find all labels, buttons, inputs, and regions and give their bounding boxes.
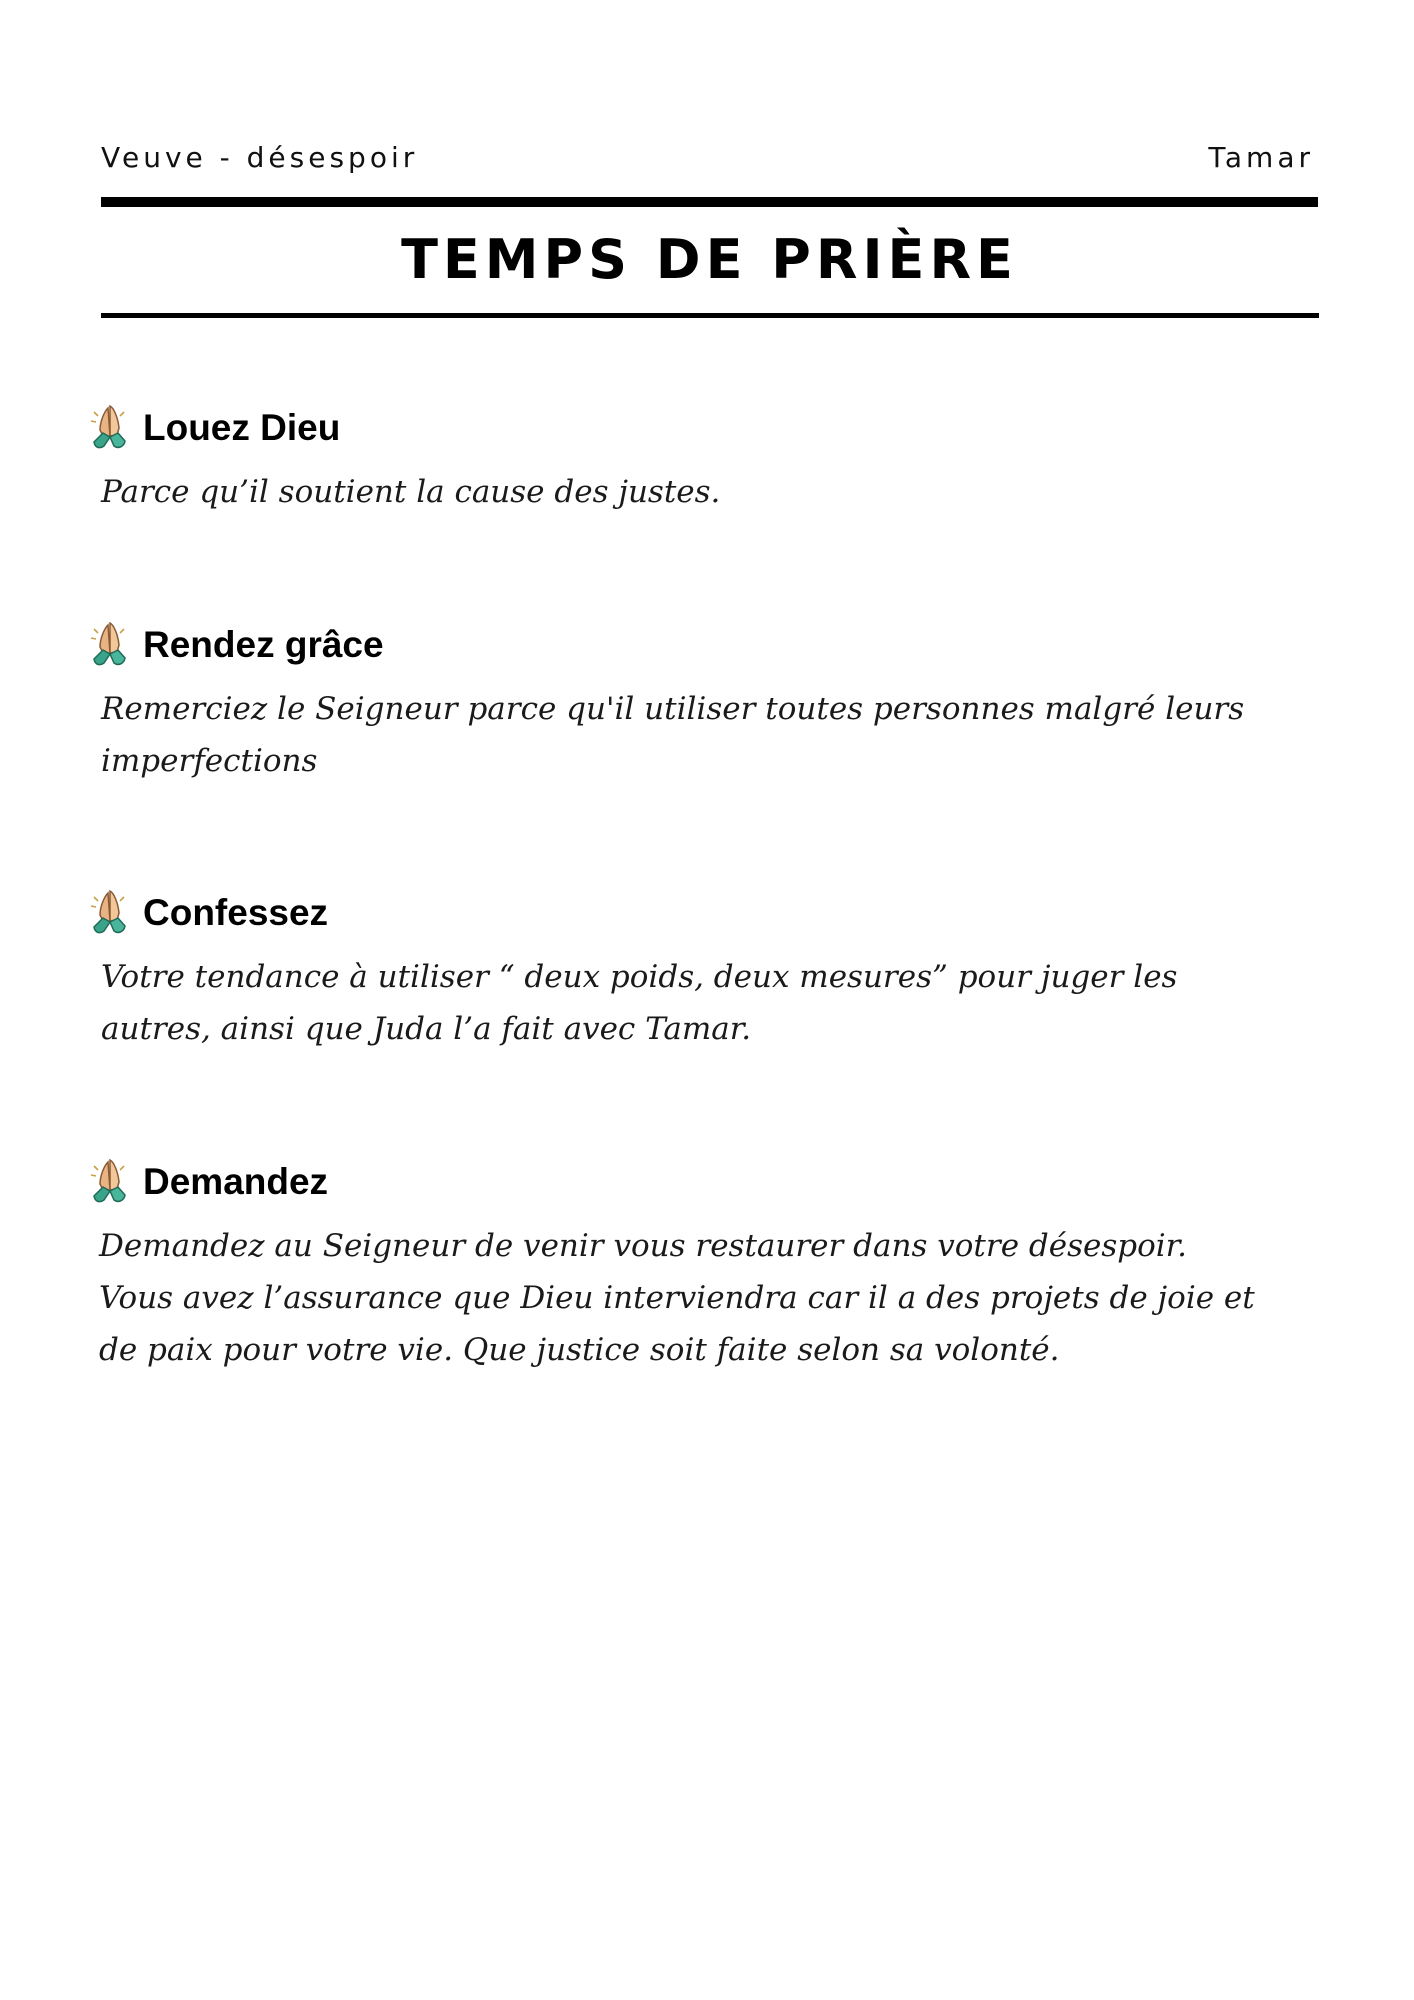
praying-hands-icon: [88, 619, 130, 669]
section-body: [99, 1220, 1324, 1376]
praying-hands-icon: [88, 1156, 130, 1206]
section-title: Louez Dieu: [143, 407, 341, 448]
section-rendez-grace: [88, 617, 1328, 787]
section-body: [101, 951, 1326, 1055]
body-line: imperfections: [101, 743, 318, 779]
body-line: Remerciez le Seigneur parce qu'il utiliser toutes personnes malgré leurs: [101, 691, 1245, 727]
page-title: TEMPS DE PRIÈRE: [401, 228, 1018, 291]
section-title: Demandez: [143, 1161, 329, 1202]
section-header: [88, 400, 1328, 458]
section-louez-dieu: [88, 400, 1328, 518]
body-line: Votre tendance à utiliser “ deux poids, deux mesures” pour juger les: [101, 959, 1178, 995]
section-demandez: [88, 1154, 1328, 1376]
section-header: [88, 885, 1328, 943]
praying-hands-icon: [88, 887, 130, 937]
section-header: [88, 1154, 1328, 1212]
body-line: autres, ainsi que Juda l’a fait avec Tamar.: [101, 1011, 752, 1047]
body-line: Parce qu’il soutient la cause des justes.: [101, 474, 721, 510]
header-left-label: Veuve - désespoir: [101, 141, 419, 174]
header-right-label: Tamar: [1208, 141, 1314, 174]
section-body: [101, 683, 1326, 787]
body-line: de paix pour votre vie. Que justice soit faite selon sa volonté.: [99, 1332, 1060, 1368]
praying-hands-icon: [88, 402, 130, 452]
body-line: Vous avez l’assurance que Dieu interviendra car il a des projets de joie et: [99, 1280, 1255, 1316]
section-body: [101, 466, 1326, 518]
body-line: Demandez au Seigneur de venir vous restaurer dans votre désespoir.: [99, 1228, 1187, 1264]
bottom-thin-divider: [101, 313, 1319, 318]
top-thick-divider: [101, 197, 1318, 207]
section-title: Confessez: [143, 892, 329, 933]
section-confessez: [88, 885, 1328, 1055]
section-title: Rendez grâce: [143, 624, 384, 665]
section-header: [88, 617, 1328, 675]
